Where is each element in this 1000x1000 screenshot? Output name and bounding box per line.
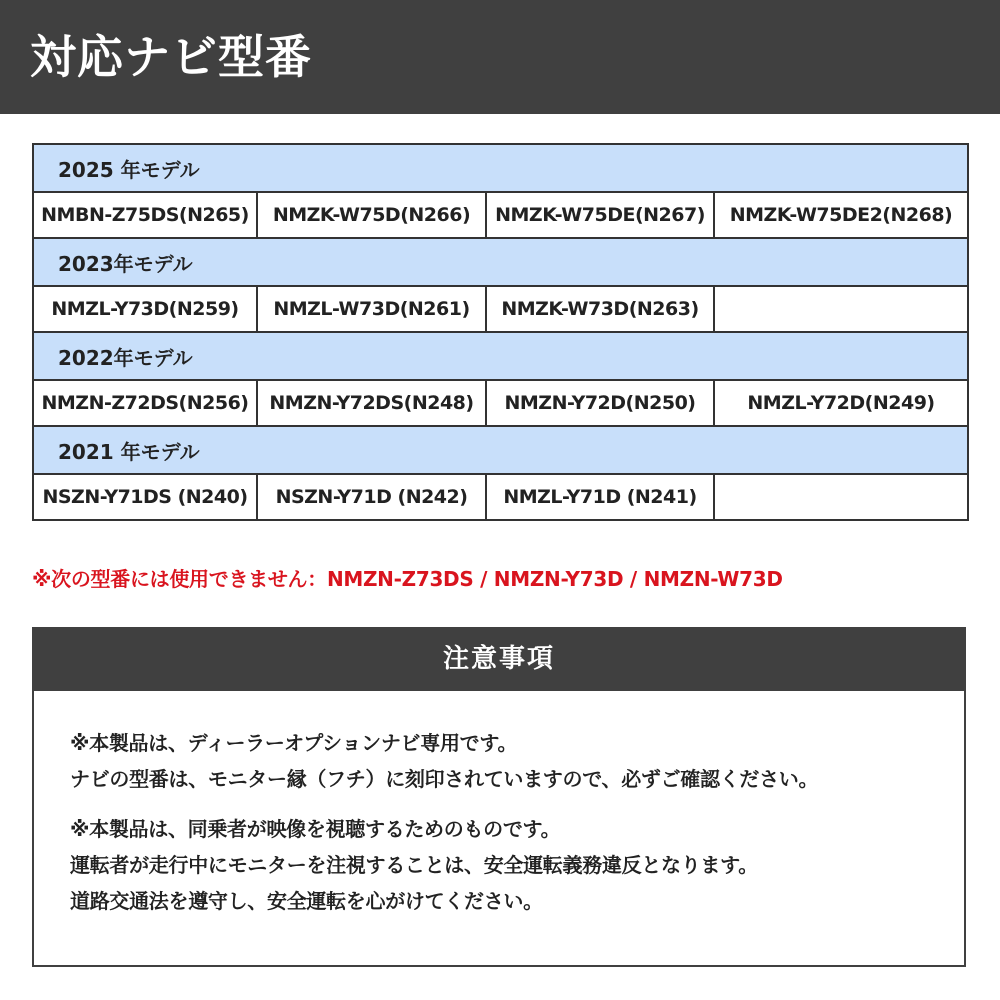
model-cell-empty — [714, 286, 968, 332]
model-cell: NMZL-W73D(N261) — [257, 286, 486, 332]
model-cell: NMZN-Y72DS(N248) — [257, 380, 486, 426]
year-row-2023 — [33, 238, 968, 286]
year-label: 2022年モデル — [33, 332, 968, 380]
notes-title: 注意事項 — [34, 629, 964, 691]
model-cell: NMZN-Z72DS(N256) — [33, 380, 257, 426]
year-label: 2023年モデル — [33, 238, 968, 286]
model-cell: NMZK-W73D(N263) — [486, 286, 714, 332]
year-row-2021 — [33, 426, 968, 474]
note-line: 道路交通法を遵守し、安全運転を心がけてください。 — [70, 889, 543, 913]
year-row-2022 — [33, 332, 968, 380]
model-cell: NMZL-Y73D(N259) — [33, 286, 257, 332]
notes-body — [70, 725, 954, 919]
model-cell: NSZN-Y71DS (N240) — [33, 474, 257, 520]
model-cell: NMZK-W75D(N266) — [257, 192, 486, 238]
year-label: 2021 年モデル — [33, 426, 968, 474]
model-cell: NSZN-Y71D (N242) — [257, 474, 486, 520]
notes-box — [32, 627, 966, 967]
page-title: 対応ナビ型番 — [30, 30, 312, 84]
model-cell: NMZN-Y72D(N250) — [486, 380, 714, 426]
compatible-navi-table — [32, 143, 969, 521]
note-line: ナビの型番は、モニター縁（フチ）に刻印されていますので、必ずご確認ください。 — [70, 767, 819, 791]
model-row-2023 — [33, 286, 968, 332]
model-cell: NMBN-Z75DS(N265) — [33, 192, 257, 238]
model-cell: NMZL-Y72D(N249) — [714, 380, 968, 426]
year-row-2025 — [33, 144, 968, 192]
model-row-2021 — [33, 474, 968, 520]
year-label: 2025 年モデル — [33, 144, 968, 192]
note-line: ※本製品は、同乗者が映像を視聴するためのものです。 — [70, 817, 561, 841]
note-line: 運転者が走行中にモニターを注視することは、安全運転義務違反となります。 — [70, 853, 758, 877]
model-row-2022 — [33, 380, 968, 426]
page-header — [0, 0, 1000, 114]
model-row-2025 — [33, 192, 968, 238]
model-cell: NMZK-W75DE2(N268) — [714, 192, 968, 238]
incompatible-warning: ※次の型番には使用できません：NMZN-Z73DS / NMZN-Y73D / NMZN-W73D — [32, 567, 783, 591]
note-line: ※本製品は、ディーラーオプションナビ専用です。 — [70, 731, 518, 755]
model-cell-empty — [714, 474, 968, 520]
model-cell: NMZL-Y71D (N241) — [486, 474, 714, 520]
model-cell: NMZK-W75DE(N267) — [486, 192, 714, 238]
note-spacer — [70, 797, 954, 811]
